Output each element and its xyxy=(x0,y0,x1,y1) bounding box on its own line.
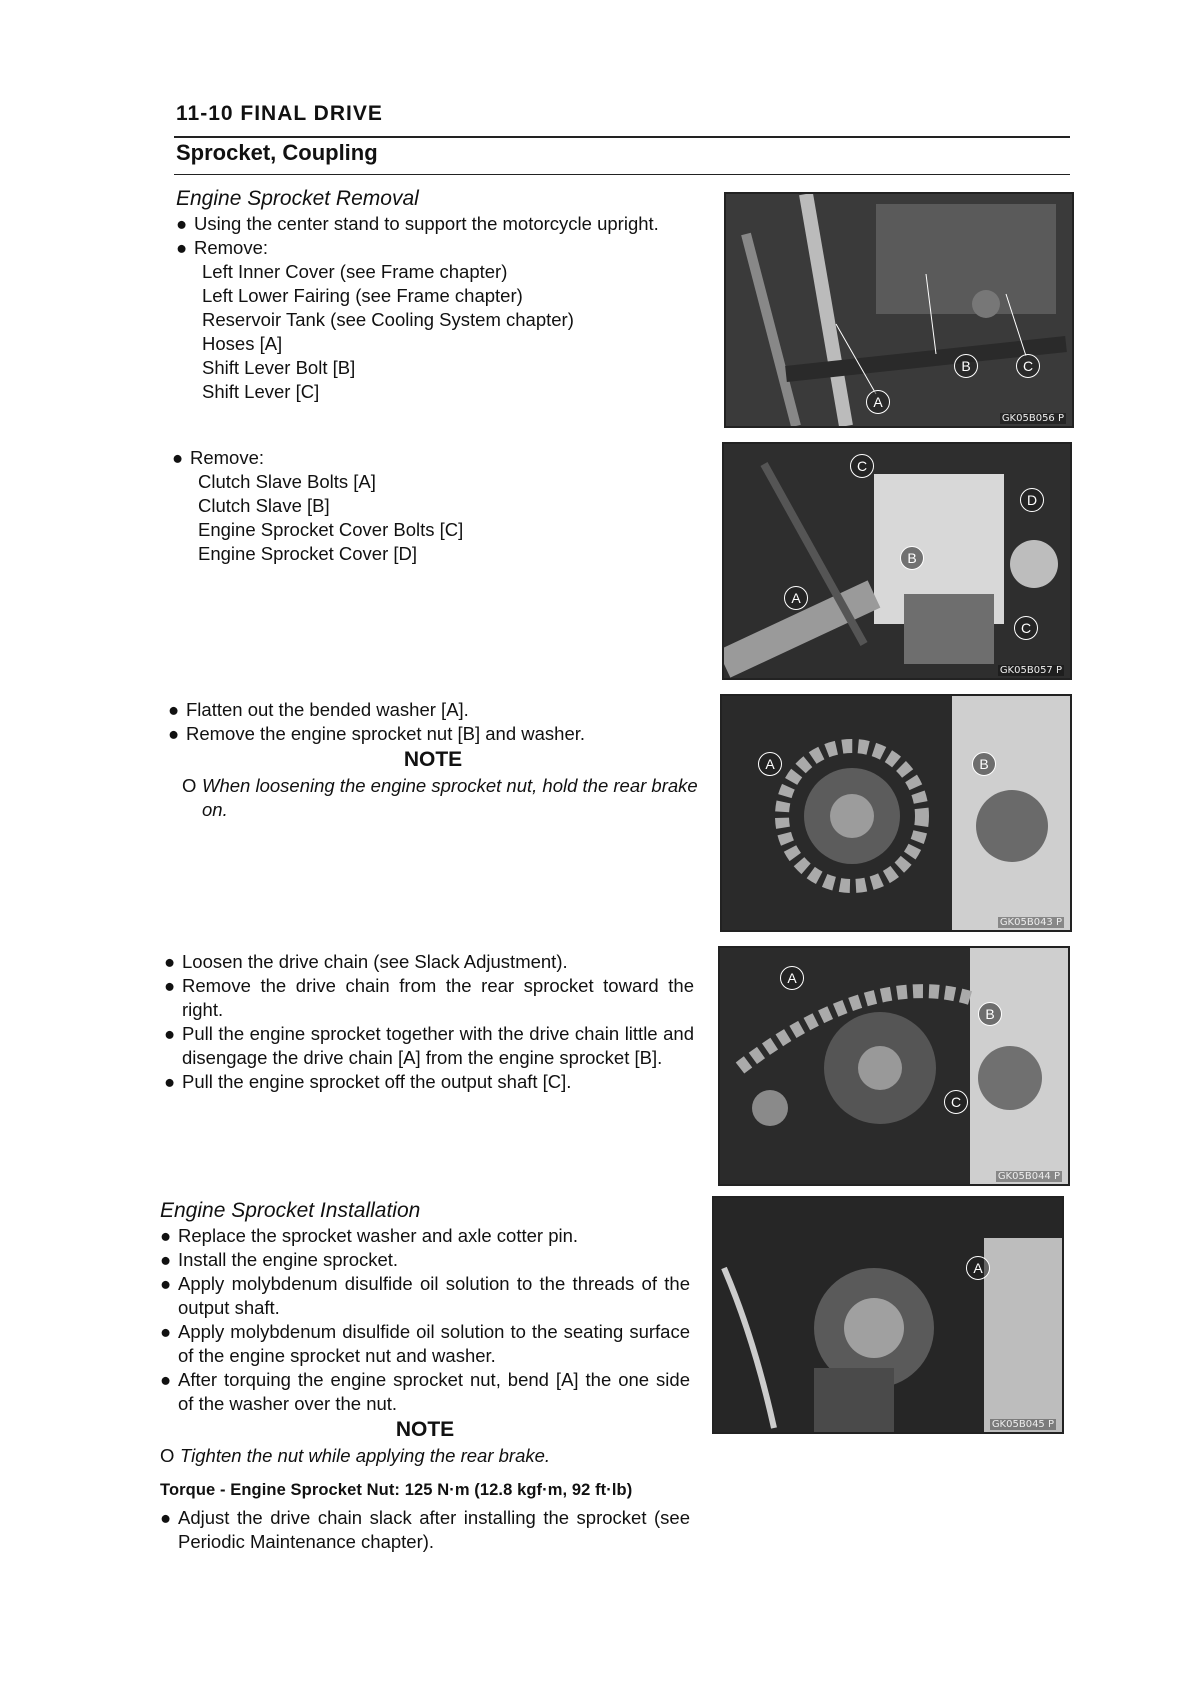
bullet-icon: ● xyxy=(160,1507,172,1528)
bullet-icon: ● xyxy=(160,1249,172,1270)
photo-shift-lever xyxy=(724,192,1074,428)
chapter-header: 11-10 FINAL DRIVE xyxy=(176,102,383,125)
callout-label: C xyxy=(1016,354,1040,378)
photo-sprocket-nut xyxy=(720,694,1072,932)
callout-label: A xyxy=(866,390,890,414)
list-item: Shift Lever [C] xyxy=(202,381,320,402)
photo-drawing xyxy=(720,948,1068,1184)
bullet-icon: ● xyxy=(164,951,176,972)
note-heading: NOTE xyxy=(395,1418,455,1441)
photo-drive-chain xyxy=(718,946,1070,1186)
removal-block-1 xyxy=(176,186,706,404)
photo-drawing xyxy=(722,696,1070,930)
bullet-icon: ● xyxy=(164,975,176,996)
photo-code: GK05B056 P xyxy=(1001,413,1064,424)
callout-label: C xyxy=(944,1090,968,1114)
note-marker: O xyxy=(160,1445,175,1466)
list-item: Reservoir Tank (see Cooling System chapter) xyxy=(202,309,574,330)
bullet-icon: ● xyxy=(176,237,188,258)
removal-block-2 xyxy=(172,446,702,566)
section-title: Sprocket, Coupling xyxy=(176,140,378,165)
list-item: ● Apply molybdenum disulfide oil solution to the threads of the output shaft. xyxy=(160,1273,690,1318)
list-item: ● Pull the engine sprocket together with the drive chain little and disengage the drive chain [A] from the engine sprocket [B]. xyxy=(164,1023,694,1068)
callout-label: A xyxy=(780,966,804,990)
callout-label: B xyxy=(978,1002,1002,1026)
list-item: Clutch Slave Bolts [A] xyxy=(198,471,376,492)
torque-spec: Torque - Engine Sprocket Nut: 125 N·m (12.8 kgf·m, 92 ft·lb) xyxy=(160,1481,633,1499)
photo-sprocket-cover xyxy=(722,442,1072,680)
bullet-icon: ● xyxy=(168,699,180,720)
photo-drawing xyxy=(724,444,1070,678)
list-item: Shift Lever Bolt [B] xyxy=(202,357,356,378)
header-rule xyxy=(174,136,1070,138)
photo-code: GK05B045 P xyxy=(991,1419,1054,1430)
photo-code: GK05B057 P xyxy=(999,665,1062,676)
list-item: ● Flatten out the bended washer [A]. xyxy=(168,699,469,720)
bullet-icon: ● xyxy=(160,1369,172,1390)
list-item: ● Remove the engine sprocket nut [B] and washer. xyxy=(168,723,586,744)
bullet-icon: ● xyxy=(168,723,180,744)
list-item: ● After torquing the engine sprocket nut, bend [A] the one side of the washer over the nut. xyxy=(160,1369,690,1414)
bullet-icon: ● xyxy=(172,447,184,468)
removal-items-2 xyxy=(172,470,702,566)
note-marker: O xyxy=(182,775,197,796)
note-text: O Tighten the nut while applying the rear brake. xyxy=(160,1445,551,1466)
list-item: ● Apply molybdenum disulfide oil solution to the seating surface of the engine sprocket nut and washer. xyxy=(160,1321,690,1366)
list-item: ● Pull the engine sprocket off the output shaft [C]. xyxy=(164,1071,572,1092)
list-item: ● Remove: xyxy=(172,447,265,468)
list-item: Left Inner Cover (see Frame chapter) xyxy=(202,261,508,282)
note-heading: NOTE xyxy=(403,748,463,771)
list-item: Clutch Slave [B] xyxy=(198,495,330,516)
list-item: ● Remove the drive chain from the rear sprocket toward the right. xyxy=(164,975,694,1020)
removal-items-1 xyxy=(176,260,706,404)
list-item: Engine Sprocket Cover Bolts [C] xyxy=(198,519,464,540)
installation-title: Engine Sprocket Installation xyxy=(160,1199,421,1222)
list-item: ● Replace the sprocket washer and axle cotter pin. xyxy=(160,1225,579,1246)
list-item: ● Install the engine sprocket. xyxy=(160,1249,399,1270)
removal-block-4 xyxy=(164,950,694,1094)
installation-block xyxy=(160,1198,690,1554)
bullet-icon: ● xyxy=(164,1023,176,1044)
list-item: Hoses [A] xyxy=(202,333,283,354)
list-item: Left Lower Fairing (see Frame chapter) xyxy=(202,285,523,306)
callout-label: A xyxy=(758,752,782,776)
callout-label: B xyxy=(900,546,924,570)
note-text: O When loosening the engine sprocket nut, hold the rear brake on. xyxy=(182,775,698,820)
callout-label: A xyxy=(966,1256,990,1280)
callout-label: A xyxy=(784,586,808,610)
callout-label: C xyxy=(1014,616,1038,640)
bullet-icon: ● xyxy=(160,1321,172,1342)
photo-drawing xyxy=(714,1198,1062,1432)
callout-label: B xyxy=(954,354,978,378)
photo-drawing xyxy=(726,194,1072,426)
list-item: ● Adjust the drive chain slack after installing the sprocket (see Periodic Maintenance chapter). xyxy=(160,1507,690,1552)
callout-label: B xyxy=(972,752,996,776)
photo-code: GK05B044 P xyxy=(997,1171,1060,1182)
photo-code: GK05B043 P xyxy=(999,917,1062,928)
bullet-icon: ● xyxy=(176,213,188,234)
removal-block-3 xyxy=(168,698,698,822)
list-item: ● Using the center stand to support the motorcycle upright. xyxy=(176,213,659,234)
list-item: ● Loosen the drive chain (see Slack Adjustment). xyxy=(164,951,568,972)
section-rule xyxy=(174,174,1070,175)
bullet-icon: ● xyxy=(160,1273,172,1294)
removal-title: Engine Sprocket Removal xyxy=(176,187,419,210)
bullet-icon: ● xyxy=(164,1071,176,1092)
bullet-icon: ● xyxy=(160,1225,172,1246)
callout-label: C xyxy=(850,454,874,478)
list-item: ● Remove: xyxy=(176,237,269,258)
callout-label: D xyxy=(1020,488,1044,512)
photo-bend-washer xyxy=(712,1196,1064,1434)
list-item: Engine Sprocket Cover [D] xyxy=(198,543,418,564)
